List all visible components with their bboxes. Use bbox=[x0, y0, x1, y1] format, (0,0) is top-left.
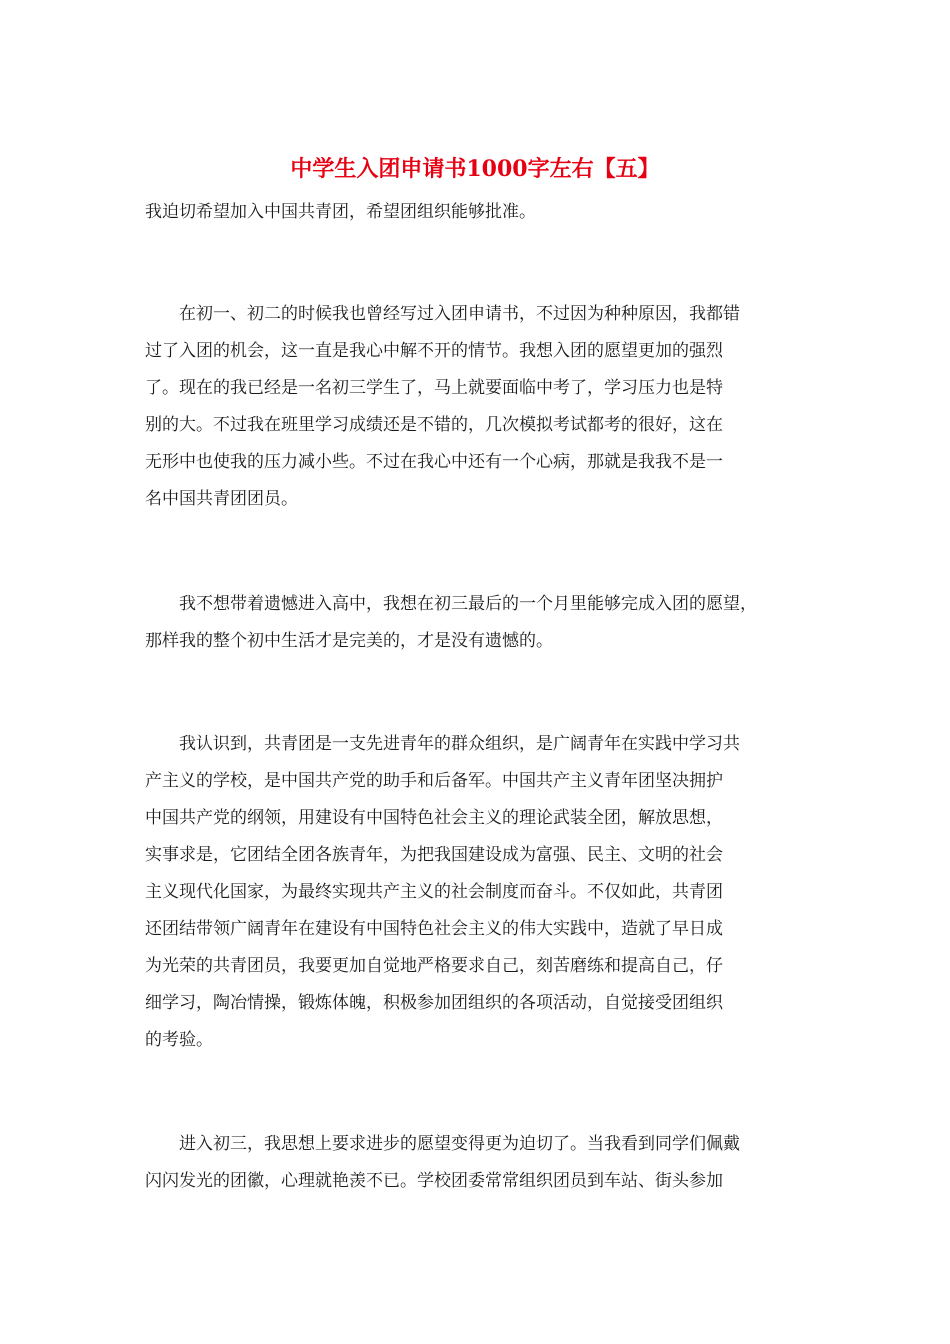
paragraph-line: 我认识到，共青团是一支先进青年的群众组织，是广阔青年在实践中学习共 bbox=[179, 734, 740, 754]
paragraph-2 bbox=[145, 586, 825, 660]
paragraph-1 bbox=[145, 296, 825, 518]
paragraph-line: 主义现代化国家，为最终实现共产主义的社会制度而奋斗。不仅如此，共青团 bbox=[145, 882, 723, 902]
paragraph-line: 进入初三，我思想上要求进步的愿望变得更为迫切了。当我看到同学们佩戴 bbox=[179, 1134, 740, 1154]
paragraph-line: 中国共产党的纲领，用建设有中国特色社会主义的理论武装全团，解放思想， bbox=[145, 808, 723, 828]
lead-sentence: 我迫切希望加入中国共青团，希望团组织能够批准。 bbox=[145, 202, 536, 222]
paragraph-line: 的考验。 bbox=[145, 1030, 213, 1050]
paragraph-line: 了。现在的我已经是一名初三学生了，马上就要面临中考了，学习压力也是特 bbox=[145, 378, 723, 398]
paragraph-line: 那样我的整个初中生活才是完美的，才是没有遗憾的。 bbox=[145, 631, 553, 651]
paragraph-line: 无形中也使我的压力减小些。不过在我心中还有一个心病，那就是我我不是一 bbox=[145, 452, 723, 472]
paragraph-line: 名中国共青团团员。 bbox=[145, 489, 298, 509]
paragraph-line: 实事求是，它团结全团各族青年，为把我国建设成为富强、民主、文明的社会 bbox=[145, 845, 723, 865]
paragraph-line: 别的大。不过我在班里学习成绩还是不错的，几次模拟考试都考的很好，这在 bbox=[145, 415, 723, 435]
paragraph-line: 产主义的学校，是中国共产党的助手和后备军。中国共产主义青年团坚决拥护 bbox=[145, 771, 723, 791]
paragraph-4 bbox=[145, 1126, 825, 1200]
paragraph-line: 我不想带着遗憾进入高中，我想在初三最后的一个月里能够完成入团的愿望， bbox=[179, 594, 757, 614]
paragraph-line: 为光荣的共青团员，我要更加自觉地严格要求自己，刻苦磨练和提高自己，仔 bbox=[145, 956, 723, 976]
paragraph-line: 细学习，陶冶情操，锻炼体魄，积极参加团组织的各项活动，自觉接受团组织 bbox=[145, 993, 723, 1013]
paragraph-line: 还团结带领广阔青年在建设有中国特色社会主义的伟大实践中，造就了早日成 bbox=[145, 919, 723, 939]
paragraph-line: 过了入团的机会，这一直是我心中解不开的情节。我想入团的愿望更加的强烈 bbox=[145, 341, 723, 361]
paragraph-line: 在初一、初二的时候我也曾经写过入团申请书，不过因为种种原因，我都错 bbox=[179, 304, 740, 324]
document-title: 中学生入团申请书1000字左右【五】 bbox=[290, 156, 660, 182]
paragraph-3 bbox=[145, 726, 825, 1059]
paragraph-line: 闪闪发光的团徽，心理就艳羡不已。学校团委常常组织团员到车站、街头参加 bbox=[145, 1171, 723, 1191]
